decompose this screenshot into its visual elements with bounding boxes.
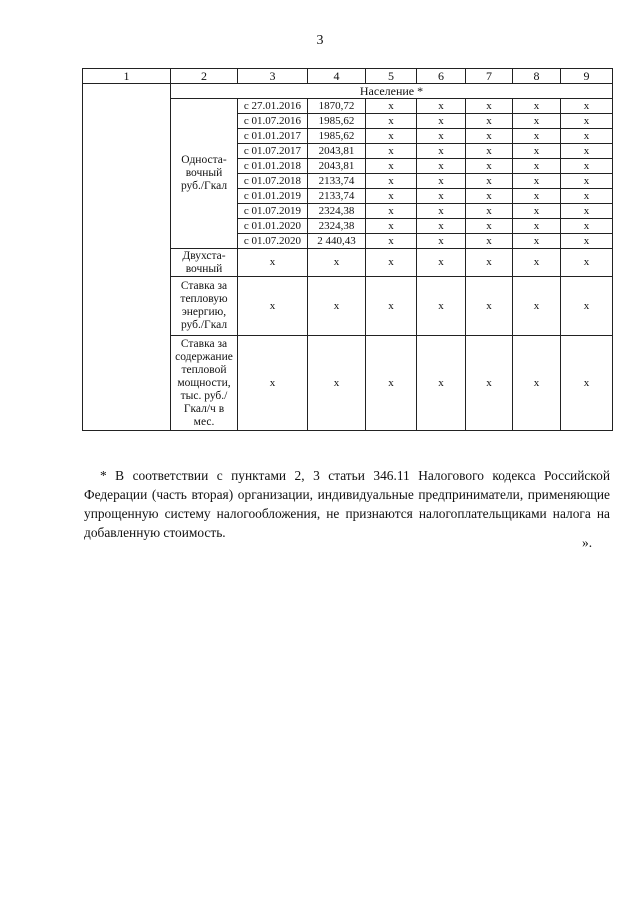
value-cell: 2 440,43 (308, 234, 366, 249)
label-line: Односта- (181, 154, 227, 166)
label-line: тыс. руб./ (180, 389, 228, 402)
x-cell: x (561, 99, 613, 114)
x-cell: x (366, 129, 417, 144)
value-cell: 2133,74 (308, 189, 366, 204)
date-cell: с 01.07.2019 (238, 204, 308, 219)
label-line: мес. (193, 415, 215, 428)
label-line: тепловую (180, 293, 228, 305)
x-cell: x (513, 114, 561, 129)
x-cell: x (366, 99, 417, 114)
x-cell: x (366, 234, 417, 249)
x-cell: x (417, 204, 466, 219)
x-cell: x (417, 234, 466, 249)
label-line: Ставка за (180, 337, 228, 350)
x-cell: x (561, 219, 613, 234)
x-cell: x (366, 159, 417, 174)
two-part-label (171, 249, 238, 277)
x-cell: x (417, 159, 466, 174)
x-cell: x (561, 144, 613, 159)
label-line: вочный (185, 262, 223, 275)
tariff-table (82, 68, 613, 431)
label-line: Гкал/ч в (183, 402, 225, 415)
x-cell: x (513, 249, 561, 277)
x-cell: x (366, 249, 417, 277)
date-cell: с 27.01.2016 (238, 99, 308, 114)
column-number: 1 (83, 69, 171, 84)
one-part-label (171, 99, 238, 249)
x-cell: x (417, 174, 466, 189)
column-number: 4 (308, 69, 366, 84)
x-cell: x (366, 174, 417, 189)
x-cell: x (561, 277, 613, 336)
x-cell: x (561, 336, 613, 431)
column-number: 8 (513, 69, 561, 84)
x-cell: x (513, 189, 561, 204)
x-cell: x (417, 277, 466, 336)
x-cell: x (417, 249, 466, 277)
group-header-row (83, 84, 613, 99)
x-cell: x (238, 336, 308, 431)
x-cell: x (417, 189, 466, 204)
x-cell: x (466, 114, 513, 129)
x-cell: x (561, 114, 613, 129)
population-group-header: Население * (171, 84, 613, 99)
x-cell: x (561, 234, 613, 249)
x-cell: x (466, 336, 513, 431)
column-number: 7 (466, 69, 513, 84)
label-line: руб./Гкал (180, 180, 228, 192)
date-cell: с 01.07.2017 (238, 144, 308, 159)
x-cell: x (513, 277, 561, 336)
value-cell: 1870,72 (308, 99, 366, 114)
date-cell: с 01.01.2019 (238, 189, 308, 204)
energy-rate-label (171, 277, 238, 336)
x-cell: x (466, 204, 513, 219)
x-cell: x (513, 234, 561, 249)
x-cell: x (513, 336, 561, 431)
x-cell: x (466, 219, 513, 234)
x-cell: x (466, 144, 513, 159)
x-cell: x (366, 144, 417, 159)
x-cell: x (513, 129, 561, 144)
x-cell: x (366, 114, 417, 129)
x-cell: x (561, 129, 613, 144)
page-number: 3 (316, 33, 324, 48)
column-number: 2 (171, 69, 238, 84)
label-line: мощности, (177, 376, 231, 389)
x-cell: x (308, 277, 366, 336)
x-cell: x (466, 189, 513, 204)
empty-first-column-cell (83, 84, 171, 431)
x-cell: x (513, 144, 561, 159)
x-cell: x (561, 174, 613, 189)
label-line: вочный (185, 167, 223, 179)
value-cell: 1985,62 (308, 114, 366, 129)
x-cell: x (417, 336, 466, 431)
value-cell: 2043,81 (308, 159, 366, 174)
x-cell: x (366, 336, 417, 431)
column-number: 3 (238, 69, 308, 84)
x-cell: x (561, 204, 613, 219)
x-cell: x (238, 277, 308, 336)
column-number: 5 (366, 69, 417, 84)
footnote (84, 466, 610, 542)
x-cell: x (366, 277, 417, 336)
x-cell: x (308, 336, 366, 431)
x-cell: x (466, 129, 513, 144)
x-cell: x (466, 234, 513, 249)
x-cell: x (513, 219, 561, 234)
date-cell: с 01.07.2016 (238, 114, 308, 129)
date-cell: с 01.01.2020 (238, 219, 308, 234)
column-number-row (83, 69, 613, 84)
x-cell: x (466, 159, 513, 174)
value-cell: 2043,81 (308, 144, 366, 159)
x-cell: x (466, 249, 513, 277)
x-cell: x (466, 277, 513, 336)
x-cell: x (513, 174, 561, 189)
value-cell: 2133,74 (308, 174, 366, 189)
x-cell: x (417, 144, 466, 159)
date-cell: с 01.07.2020 (238, 234, 308, 249)
column-number: 6 (417, 69, 466, 84)
label-line: руб./Гкал (180, 319, 228, 331)
closing-quote-mark: ». (582, 535, 593, 550)
x-cell: x (417, 99, 466, 114)
x-cell: x (417, 219, 466, 234)
value-cell: 2324,38 (308, 204, 366, 219)
value-cell: 2324,38 (308, 219, 366, 234)
x-cell: x (366, 219, 417, 234)
x-cell: x (238, 249, 308, 277)
label-line: содержание (175, 350, 233, 363)
label-line: тепловой (181, 363, 227, 376)
x-cell: x (366, 189, 417, 204)
x-cell: x (466, 99, 513, 114)
x-cell: x (561, 159, 613, 174)
x-cell: x (417, 114, 466, 129)
x-cell: x (308, 249, 366, 277)
x-cell: x (561, 189, 613, 204)
x-cell: x (513, 99, 561, 114)
footnote-text: * В соответствии с пунктами 2, 3 статьи 346.11 Налогового кодекса Российской Федерации (часть вторая) организации, индивидуальные предприниматели, применяющие упрощенную систему налогообложения, не признаются налогоплательщиками налога на добавленную стоимость. (84, 468, 610, 540)
label-line: Двухста- (182, 249, 226, 262)
x-cell: x (513, 159, 561, 174)
date-cell: с 01.07.2018 (238, 174, 308, 189)
date-cell: с 01.01.2018 (238, 159, 308, 174)
capacity-rate-label (171, 336, 238, 431)
label-line: Ставка за (180, 280, 228, 292)
x-cell: x (417, 129, 466, 144)
x-cell: x (366, 204, 417, 219)
x-cell: x (466, 174, 513, 189)
label-line: энергию, (181, 306, 227, 318)
x-cell: x (513, 204, 561, 219)
column-number: 9 (561, 69, 613, 84)
x-cell: x (561, 249, 613, 277)
date-cell: с 01.01.2017 (238, 129, 308, 144)
value-cell: 1985,62 (308, 129, 366, 144)
